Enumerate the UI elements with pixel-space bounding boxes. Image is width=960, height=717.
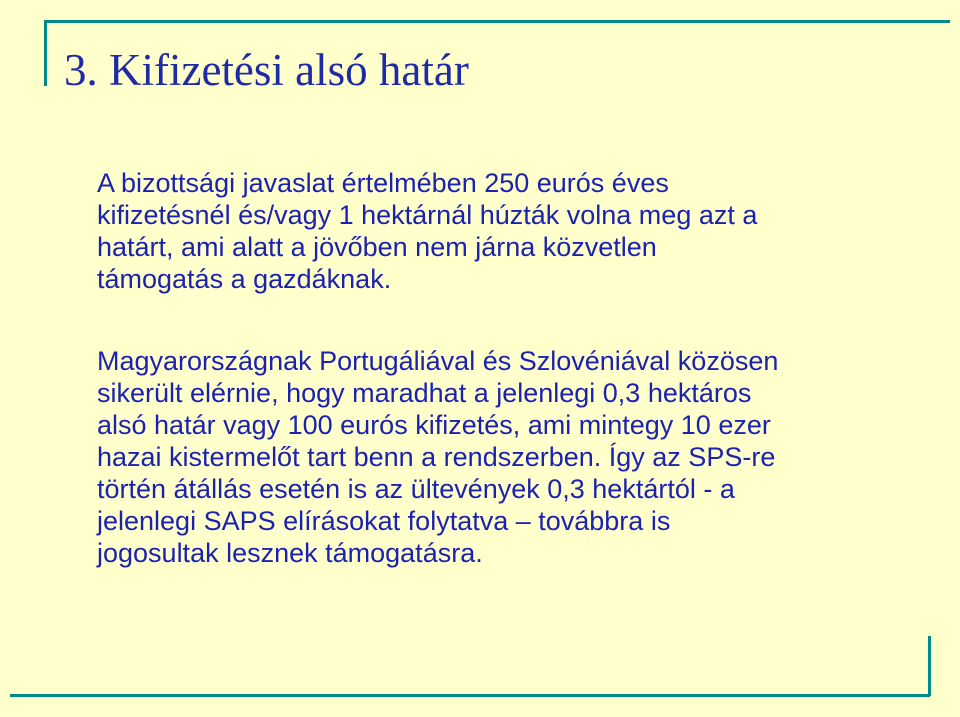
slide-title: 3. Kifizetési alsó határ [64, 45, 469, 95]
frame-line-bottom [10, 694, 930, 697]
frame-line-left [44, 20, 47, 86]
frame-line-top [44, 20, 950, 23]
slide-body [97, 167, 917, 569]
frame-line-right [928, 636, 931, 696]
paragraph-2: Magyarországnak Portugáliával és Szlovéniával közösen sikerült elérnie, hogy maradhat a jelenlegi 0,3 hektáros alsó határ vagy 100 eurós kifizetés, ami mintegy 10 ezer hazai kistermelőt tart benn a rendszerben. Így az SPS-re történ átállás esetén is az ültevények 0,3 hektártól - a jelenlegi SAPS elírásokat folytatva – továbbra is jogosultak lesznek támogatásra. [97, 346, 779, 568]
paragraph-1: A bizottsági javaslat értelmében 250 eurós éves kifizetésnél és/vagy 1 hektárnál húzták volna meg azt a határt, ami alatt a jövőben nem járna közvetlen támogatás a gazdáknak. [97, 168, 758, 294]
